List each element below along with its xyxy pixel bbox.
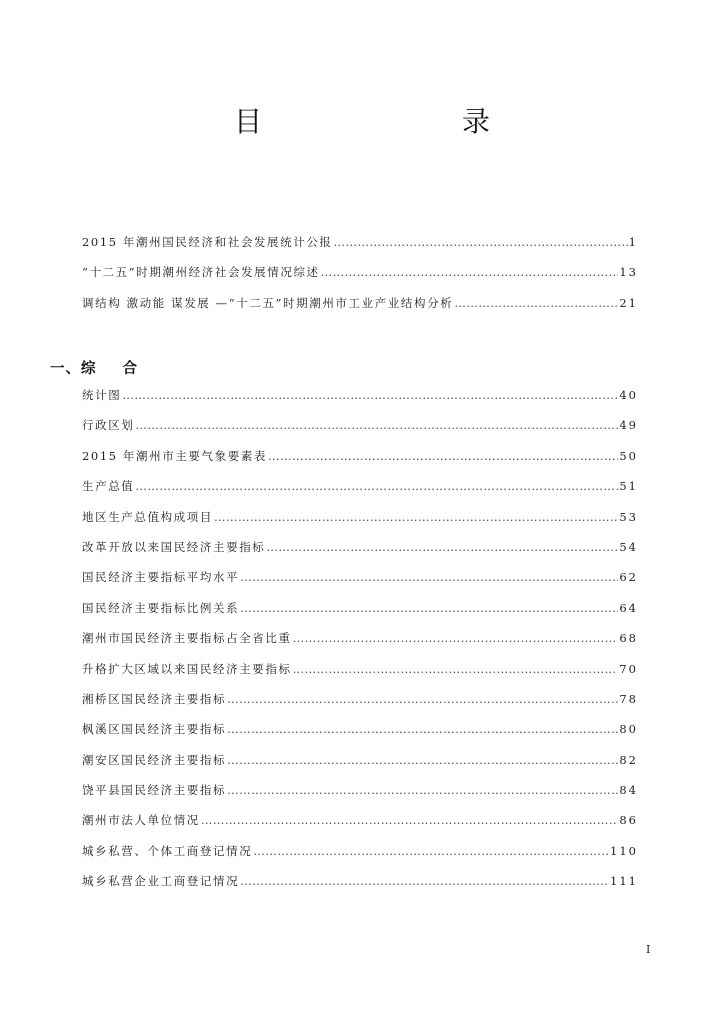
toc-entry[interactable] [82,539,638,569]
toc-entry-label: 生产总值 [82,479,135,494]
toc-entry[interactable] [82,569,638,599]
toc-entry[interactable] [82,234,638,264]
toc-leader-dots [293,662,619,676]
toc-leader-dots [240,570,618,584]
toc-leader-dots [266,540,618,554]
toc-entry-page: 64 [619,600,638,615]
toc-leader-dots [227,722,618,736]
toc-entry-label: 潮州市法人单位情况 [82,813,200,828]
toc-entry[interactable] [82,264,638,294]
toc-entry[interactable] [82,630,638,660]
toc-entry-label: 饶平县国民经济主要指标 [82,783,227,798]
toc-entry[interactable] [82,721,638,751]
toc-entry[interactable] [82,873,638,903]
toc-entry-page: 50 [619,448,638,463]
toc-leader-dots [253,844,609,858]
toc-entry-page: 110 [610,843,638,858]
toc-entry-label: 升格扩大区域以来国民经济主要指标 [82,661,292,676]
toc-entry-page: 111 [610,874,638,889]
toc-entry-label: 国民经济主要指标比例关系 [82,600,240,615]
toc-entry[interactable] [82,752,638,782]
toc-section-list [82,387,638,904]
toc-entry-page: 80 [619,722,638,737]
toc-entry-page: 86 [619,813,638,828]
toc-leader-dots [268,449,618,463]
toc-entry-page: 13 [619,265,638,280]
toc-entry-page: 40 [619,388,638,402]
toc-entry-label: 改革开放以来国民经济主要指标 [82,539,266,554]
toc-entry[interactable] [82,843,638,873]
toc-leader-dots [227,692,618,706]
toc-entry-page: 53 [619,509,638,524]
toc-entry-page: 68 [619,631,638,646]
toc-entry[interactable] [82,661,638,691]
toc-entry-label: “十二五”时期潮州经济社会发展情况综述 [82,265,320,280]
toc-entry-label: 潮安区国民经济主要指标 [82,752,227,767]
toc-entry[interactable] [82,417,638,447]
toc-leader-dots [214,510,618,524]
toc-entry[interactable] [82,295,638,325]
toc-entry-label: 调结构 激动能 谋发展 —“十二五”时期潮州市工业产业结构分析 [82,295,454,310]
toc-entry-page: 21 [619,295,638,310]
toc-entry-page: 1 [628,235,638,249]
toc-entry[interactable] [82,387,638,417]
toc-entry-page: 70 [619,661,638,676]
toc-entry-label: 国民经济主要指标平均水平 [82,570,240,585]
toc-entry-label: 行政区划 [82,418,135,433]
toc-leader-dots [240,601,618,615]
toc-entry[interactable] [82,691,638,721]
toc-leader-dots [135,479,618,493]
toc-leader-dots [321,265,619,279]
toc-leader-dots [227,783,618,797]
toc-entry[interactable] [82,478,638,508]
toc-leader-dots [240,874,609,888]
toc-leader-dots [334,235,628,249]
toc-entry-page: 51 [619,479,638,494]
toc-entry[interactable] [82,600,638,630]
toc-entry[interactable] [82,812,638,842]
toc-leader-dots [122,388,618,402]
toc-leader-dots [201,813,618,827]
toc-entry-label: 统计图 [82,388,122,402]
section-name: 合 [122,361,138,377]
toc-entry-label: 地区生产总值构成项目 [82,509,213,524]
toc-entry-label: 潮州市国民经济主要指标占全省比重 [82,631,292,646]
toc-entry-page: 84 [619,783,638,798]
toc-leader-dots [454,296,618,310]
toc-entry-label: 2015 年潮州市主要气象要素表 [82,448,268,463]
toc-entry-page: 54 [619,539,638,554]
toc-entry[interactable] [82,509,638,539]
toc-entry[interactable] [82,782,638,812]
toc-entry-page: 49 [619,418,638,433]
toc-entry[interactable] [82,448,638,478]
toc-leader-dots [227,753,618,767]
page-title: 目 录 [233,105,538,138]
toc-entry-page: 82 [619,752,638,767]
toc-entry-label: 湘桥区国民经济主要指标 [82,691,227,706]
section-heading [50,357,138,378]
toc-entry-label: 枫溪区国民经济主要指标 [82,722,227,737]
toc-entry-label: 城乡私营、个体工商登记情况 [82,843,253,858]
page-number: I [646,943,651,956]
toc-entry-label: 城乡私营企业工商登记情况 [82,874,240,889]
toc-entry-label: 2015 年潮州国民经济和社会发展统计公报 [82,235,333,249]
toc-entry-page: 62 [619,570,638,585]
toc-entry-page: 78 [619,691,638,706]
toc-leader-dots [293,631,619,645]
toc-top-list [82,234,638,325]
section-number: 一、综 [50,361,97,377]
toc-leader-dots [135,418,618,432]
